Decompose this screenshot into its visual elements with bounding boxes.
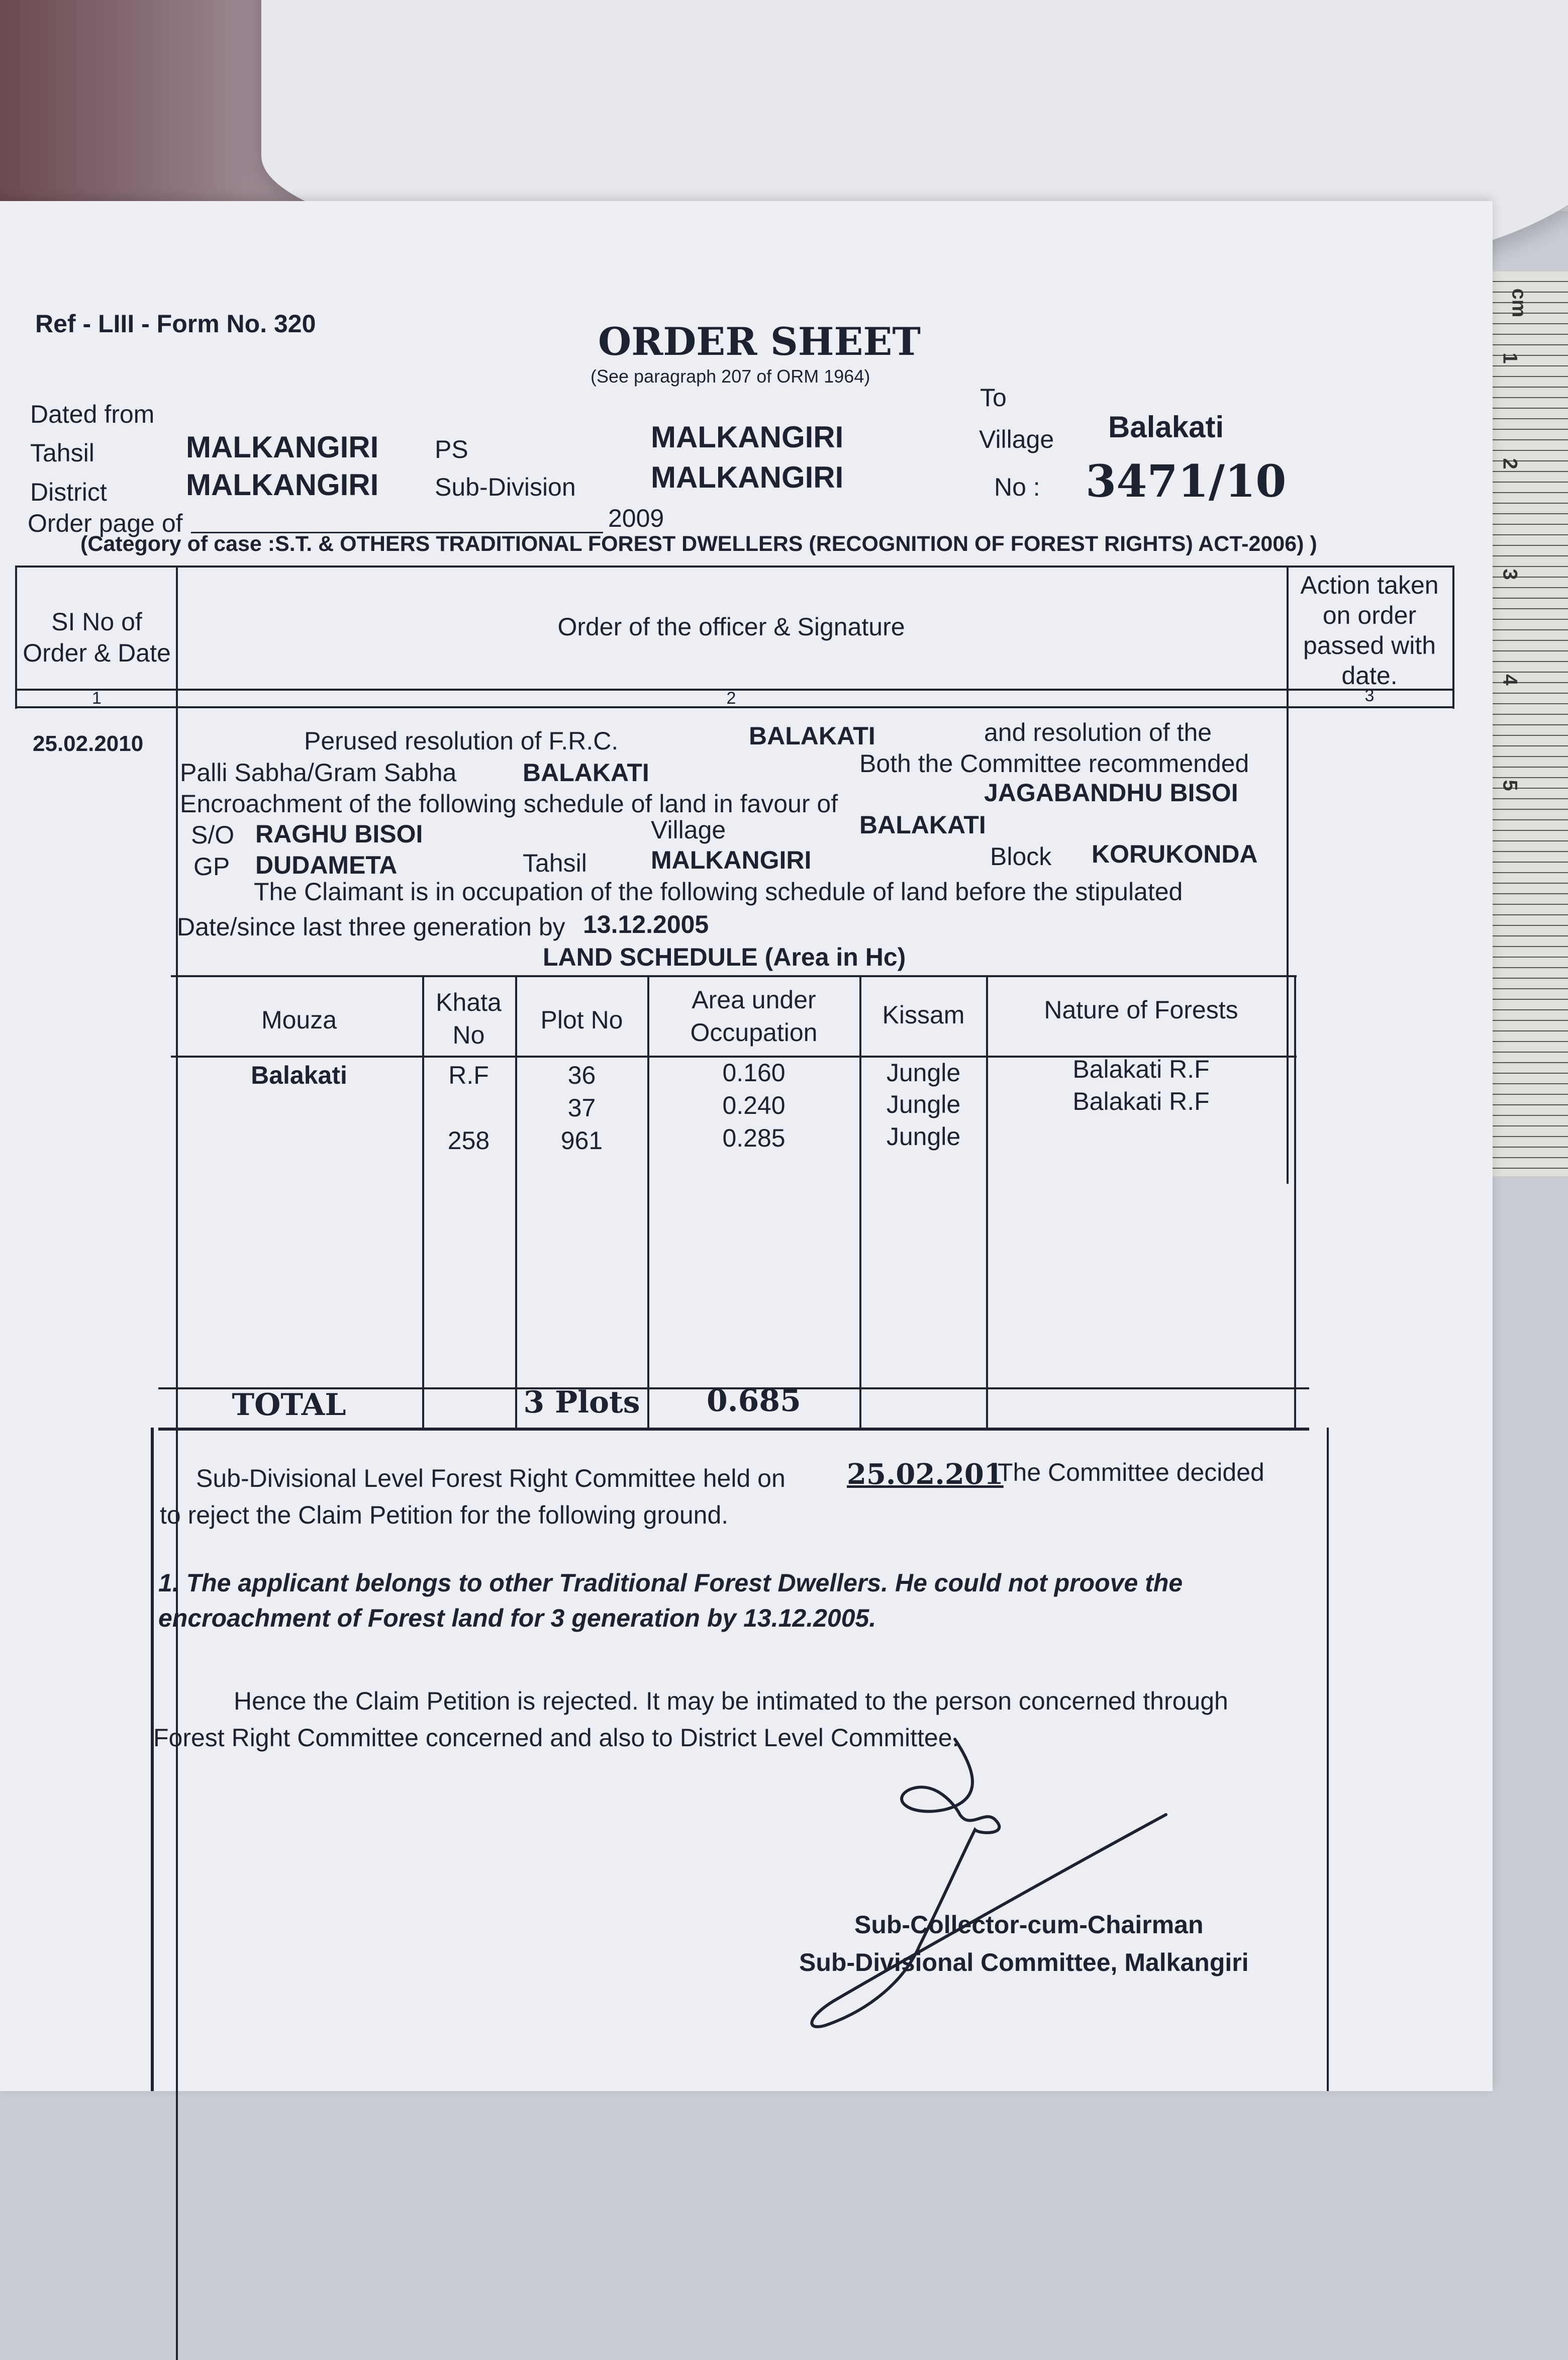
row1-area: 0.160 (722, 1059, 786, 1087)
header-khata-l1: Khata (436, 988, 502, 1016)
order-line2c: Both the Committee recommended (859, 749, 1249, 778)
order-page-year: 2009 (608, 504, 664, 532)
land-table-bottom (158, 1428, 1309, 1431)
ruler (1488, 271, 1568, 1176)
frc-village: BALAKATI (749, 722, 875, 750)
gp-value: DUDAMETA (255, 851, 398, 879)
order-line1a: Perused resolution of F.R.C. (304, 727, 619, 755)
row2-nature: Balakati R.F (1072, 1087, 1210, 1115)
village-label-2: Village (651, 816, 726, 844)
row2-plot: 37 (567, 1094, 596, 1122)
form-ref: Ref - LIII - Form No. 320 (35, 310, 316, 338)
land-table-top (171, 975, 1297, 977)
ruler-unit: cm (1508, 288, 1530, 318)
ruler-mark-1: 1 (1499, 352, 1521, 364)
decision-right-border (1327, 1428, 1329, 2091)
tahsil-value: MALKANGIRI (186, 430, 379, 464)
col1-header-l2: Order & Date (23, 639, 171, 667)
tahsil-value-2: MALKANGIRI (651, 846, 812, 874)
order-line3a: Encroachment of the following schedule of land in favour of (180, 790, 838, 818)
signature-stroke (812, 1739, 1166, 2027)
header-khata-l2: No (452, 1021, 485, 1049)
col3-header-l3: passed with (1303, 631, 1436, 659)
land-col-div-5 (986, 975, 988, 1428)
ruler-mark-3: 3 (1499, 569, 1521, 580)
land-col-div-2 (515, 975, 517, 1428)
claimant-village: BALAKATI (859, 811, 986, 839)
row3-khata: 258 (447, 1126, 490, 1155)
col3-header-l2: on order (1322, 601, 1417, 629)
order-line2a: Palli Sabha/Gram Sabha (180, 759, 457, 787)
col1-header-l1: SI No of (51, 608, 142, 636)
header-area-l1: Area under (692, 986, 816, 1014)
page-subtitle: (See paragraph 207 of ORM 1964) (591, 366, 870, 387)
ground-line2: encroachment of Forest land for 3 generation by 13.12.2005. (158, 1604, 876, 1632)
order-date: 25.02.2010 (33, 731, 144, 756)
gram-sabha-village: BALAKATI (523, 759, 649, 787)
ps-label: PS (435, 435, 468, 463)
village-label: Village (979, 425, 1054, 453)
committee-date: 25.02.201 (847, 1458, 1004, 1491)
col2-header: Order of the officer & Signature (557, 613, 905, 641)
dated-from-label: Dated from (30, 400, 155, 428)
row2-kissam: Jungle (886, 1090, 961, 1118)
col3-header-l1: Action taken (1300, 571, 1439, 599)
land-table-right (1294, 975, 1296, 1428)
district-value: MALKANGIRI (186, 468, 379, 502)
to-label: To (980, 384, 1007, 412)
row2-area: 0.240 (722, 1091, 786, 1119)
land-col-div-3 (647, 975, 649, 1428)
village-value: Balakati (1108, 410, 1224, 444)
page-title: ORDER SHEET (598, 319, 921, 364)
row3-plot: 961 (560, 1126, 603, 1155)
signatory-title: Sub-Collector-cum-Chairman (854, 1911, 1204, 1939)
signatory-committee: Sub-Divisional Committee, Malkangiri (799, 1948, 1249, 1976)
officer-signature (794, 1729, 1196, 2051)
claimant-name: JAGABANDHU BISOI (984, 779, 1238, 807)
ground-line1: 1. The applicant belongs to other Traditional Forest Dwellers. He could not proove the (158, 1569, 1183, 1597)
decision-left-border (151, 1428, 154, 2091)
col2-number: 2 (726, 689, 736, 708)
stipulated-date: 13.12.2005 (583, 910, 709, 938)
table-top-border (15, 565, 1452, 568)
subdivision-label: Sub-Division (435, 473, 576, 501)
decision-p3b: Forest Right Committee concerned and also to District Level Committee. (153, 1724, 959, 1752)
tahsil-label-2: Tahsil (523, 849, 587, 877)
block-value: KORUKONDA (1092, 840, 1258, 868)
order-line6: The Claimant is in occupation of the following schedule of land before the stipulated (254, 878, 1183, 906)
table-right-border (1452, 565, 1454, 709)
father-name: RAGHU BISOI (255, 820, 423, 848)
land-col-div-4 (859, 975, 861, 1428)
order-sheet-paper (0, 201, 1493, 2091)
col3-header-l4: date. (1341, 662, 1398, 690)
row1-khata: R.F (448, 1061, 489, 1089)
gp-label: GP (193, 853, 230, 881)
case-number: 3471/10 (1086, 455, 1287, 507)
block-label: Block (990, 842, 1052, 871)
land-schedule-title: LAND SCHEDULE (Area in Hc) (543, 943, 906, 971)
header-mouza: Mouza (261, 1006, 337, 1034)
total-label: TOTAL (232, 1387, 346, 1423)
header-plot: Plot No (540, 1006, 623, 1034)
ruler-mark-2: 2 (1499, 458, 1521, 469)
decision-p1b: The Committee decided (998, 1458, 1264, 1486)
ps-value: MALKANGIRI (651, 420, 844, 454)
header-nature: Nature of Forests (1044, 996, 1238, 1024)
decision-p3a: Hence the Claim Petition is rejected. It may be intimated to the person concerned through (234, 1687, 1228, 1715)
tahsil-label: Tahsil (30, 439, 94, 467)
district-label: District (30, 478, 107, 506)
order-line7a: Date/since last three generation by (177, 913, 565, 941)
so-label: S/O (191, 821, 235, 849)
total-area: 0.685 (707, 1383, 801, 1419)
order-line1c: and resolution of the (984, 718, 1212, 746)
case-category: (Category of case :S.T. & OTHERS TRADITIONAL FOREST DWELLERS (RECOGNITION OF FOREST RIGHTS) ACT-2006) ) (80, 532, 1317, 556)
col3-number: 3 (1364, 686, 1375, 705)
land-col-div-1 (422, 975, 424, 1428)
decision-p1a: Sub-Divisional Level Forest Right Committee held on (196, 1464, 786, 1492)
row1-kissam: Jungle (886, 1059, 961, 1087)
header-kissam: Kissam (882, 1001, 965, 1029)
header-area-l2: Occupation (690, 1018, 818, 1047)
row1-plot: 36 (567, 1061, 596, 1089)
row3-area: 0.285 (722, 1124, 786, 1152)
total-plots: 3 Plots (523, 1385, 640, 1420)
table-left-border (15, 565, 17, 709)
order-page-label: Order page of (28, 509, 183, 537)
col1-number: 1 (92, 689, 102, 708)
subdivision-value: MALKANGIRI (651, 460, 844, 494)
row3-kissam: Jungle (886, 1122, 961, 1151)
no-label: No : (994, 473, 1040, 501)
decision-p1c: to reject the Claim Petition for the following ground. (160, 1501, 729, 1529)
ruler-mark-4: 4 (1499, 674, 1521, 686)
ruler-mark-5: 5 (1499, 780, 1521, 791)
row1-mouza: Balakati (251, 1061, 347, 1089)
row1-nature: Balakati R.F (1072, 1055, 1210, 1083)
